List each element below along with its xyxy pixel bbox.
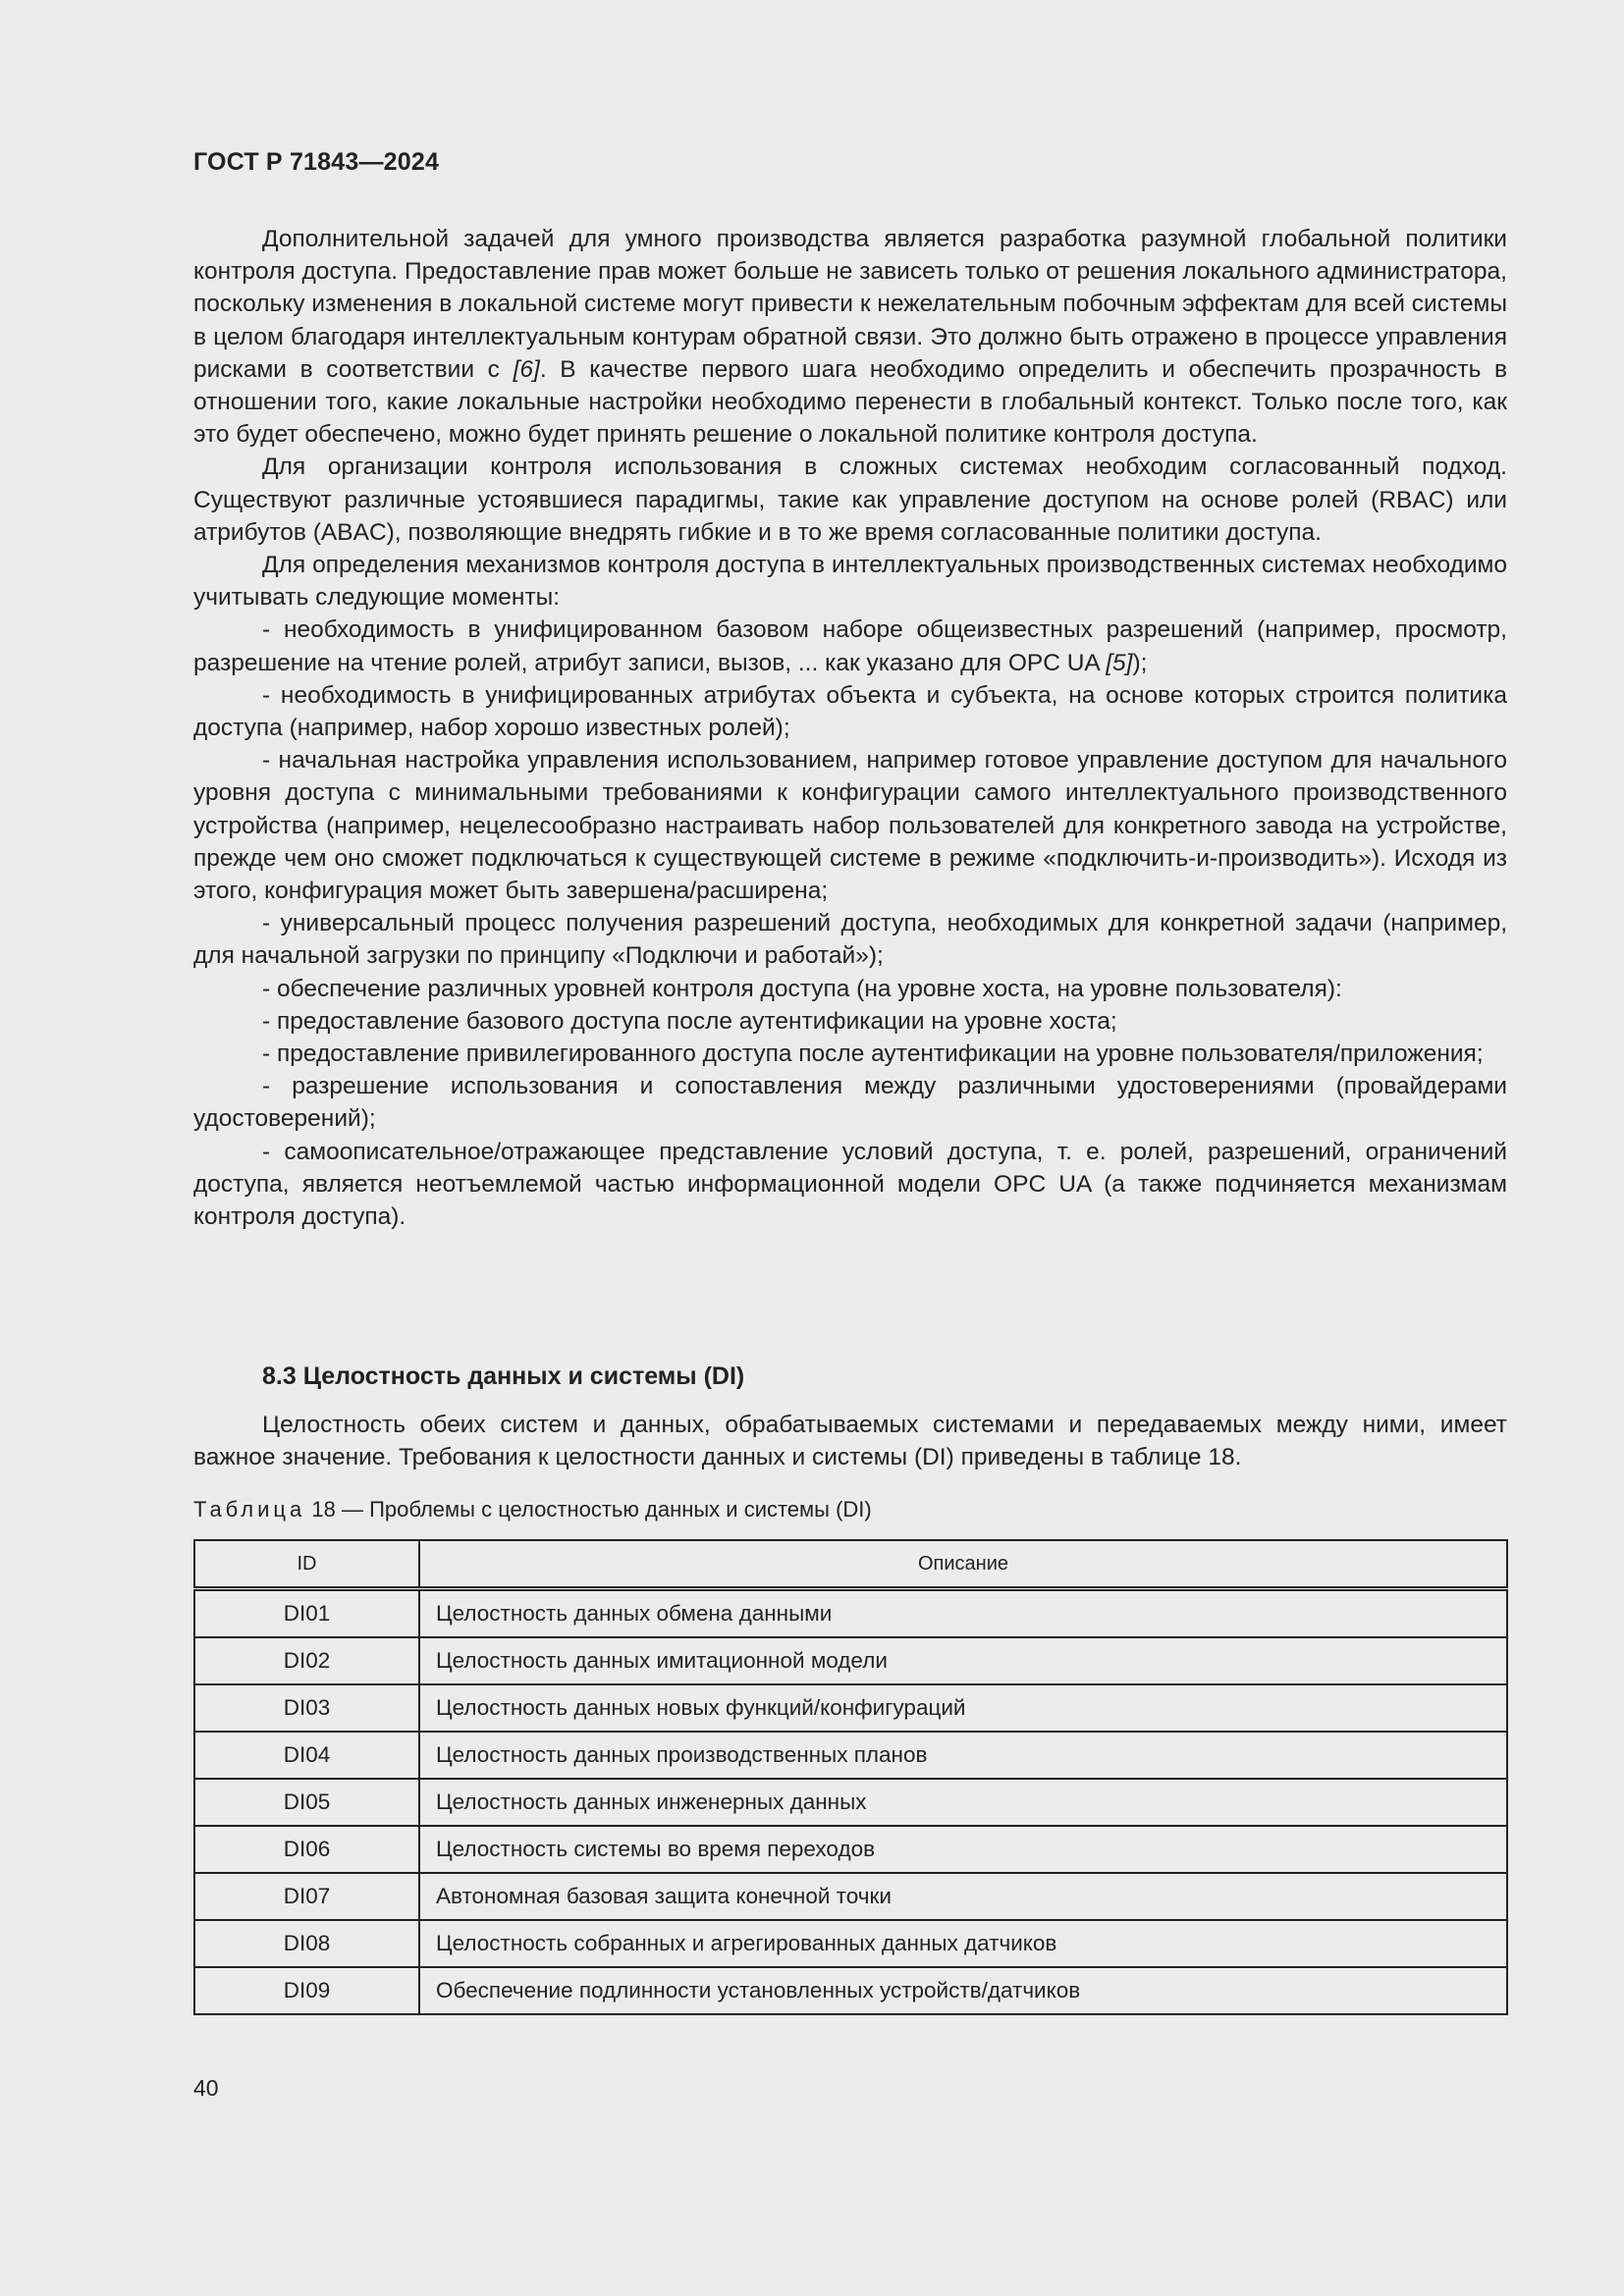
list-item: - обеспечение различных уровней контроля доступа (на уровне хоста, на уровне пользователя):	[262, 975, 1342, 1002]
list-item: - начальная настройка управления использованием, например готовое управление доступом для начального уровня доступа с минимальными требованиями к конфигурации самого интеллектуального производственного устройства (например, нецелесообразно настраивать набор пользователей для конкретного завода на устройстве, прежде чем оно сможет подключаться к существующей системе в режиме «подключить-и-производить»). Исходя из этого, конфигурация может быть завершена/расширена;	[193, 747, 1507, 905]
cell-id: DI07	[194, 1873, 419, 1920]
list-item: - предоставление привилегированного доступа после аутентификации на уровне пользователя/приложения;	[262, 1041, 1484, 1068]
table-row	[194, 1826, 1507, 1873]
cell-id: DI03	[194, 1684, 419, 1732]
table-row	[194, 1779, 1507, 1826]
cell-description: Целостность данных производственных планов	[419, 1732, 1507, 1779]
list-item: - необходимость в унифицированном базовом наборе общеизвестных разрешений (например, просмотр, разрешение на чтение ролей, атрибут записи, вызов, ... как указано для OPC UA [5]);	[193, 616, 1507, 676]
cell-description: Целостность данных инженерных данных	[419, 1779, 1507, 1826]
table-row	[194, 1637, 1507, 1684]
paragraph: Дополнительной задачей для умного производства является разработка разумной глобальной политики контроля доступа. Предоставление прав может больше не зависеть только от решения локального администратора, поскольку изменения в локальной системе могут привести к нежелательным побочным эффектам для всей системы в целом благодаря интеллектуальным контурам обратной связи. Это должно быть отражено в процессе управления рисками в соответствии с [6]. В качестве первого шага необходимо определить и обеспечить прозрачность в отношении того, какие локальные настройки необходимо перенести в глобальный контекст. Только после того, как это будет обеспечено, можно будет принять решение о локальной политике контроля доступа.	[193, 226, 1507, 449]
paragraph: Для организации контроля использования в сложных системах необходим согласованный подход. Существуют различные устоявшиеся парадигмы, такие как управление доступом на основе ролей (RBAC) или атрибутов (ABAC), позволяющие внедрять гибкие и в то же время согласованные политики доступа.	[193, 454, 1507, 546]
table-row	[194, 1589, 1507, 1638]
document-header: ГОСТ Р 71843—2024	[193, 148, 440, 176]
table-caption-label: Таблица	[193, 1497, 306, 1522]
table-row	[194, 1967, 1507, 2014]
cell-id: DI04	[194, 1732, 419, 1779]
table-caption-text: 18 — Проблемы с целостностью данных и системы (DI)	[305, 1497, 872, 1522]
cell-id: DI02	[194, 1637, 419, 1684]
reference: [6]	[513, 355, 540, 383]
cell-id: DI06	[194, 1826, 419, 1873]
reference: [5]	[1106, 649, 1133, 676]
column-header-id: ID	[194, 1540, 419, 1589]
cell-description: Целостность собранных и агрегированных данных датчиков	[419, 1920, 1507, 1967]
table-header-row	[194, 1540, 1507, 1589]
list-item: - необходимость в унифицированных атрибутах объекта и субъекта, на основе которых строится политика доступа (например, набор хорошо известных ролей);	[193, 681, 1507, 742]
cell-description: Целостность системы во время переходов	[419, 1826, 1507, 1873]
table-row	[194, 1732, 1507, 1779]
cell-description: Целостность данных новых функций/конфигураций	[419, 1684, 1507, 1732]
cell-description: Целостность данных имитационной модели	[419, 1637, 1507, 1684]
body-text	[193, 223, 1507, 1233]
table-row	[194, 1684, 1507, 1732]
cell-id: DI09	[194, 1967, 419, 2014]
section-heading: 8.3 Целостность данных и системы (DI)	[262, 1362, 745, 1390]
cell-description: Автономная базовая защита конечной точки	[419, 1873, 1507, 1920]
di-table	[193, 1539, 1508, 2015]
section-text	[193, 1409, 1507, 1473]
cell-description: Обеспечение подлинности установленных устройств/датчиков	[419, 1967, 1507, 2014]
page-number: 40	[193, 2075, 219, 2101]
cell-id: DI05	[194, 1779, 419, 1826]
cell-id: DI08	[194, 1920, 419, 1967]
cell-id: DI01	[194, 1589, 419, 1638]
cell-description: Целостность данных обмена данными	[419, 1589, 1507, 1638]
list-item: - самоописательное/отражающее представление условий доступа, т. е. ролей, разрешений, ограничений доступа, является неотъемлемой частью информационной модели OPC UA (а также подчиняется механизмам контроля доступа).	[193, 1138, 1507, 1231]
list-item: - разрешение использования и сопоставления между различными удостоверениями (провайдерами удостоверений);	[193, 1073, 1507, 1133]
paragraph: Для определения механизмов контроля доступа в интеллектуальных производственных системах необходимо учитывать следующие моменты:	[193, 552, 1507, 612]
table-row	[194, 1920, 1507, 1967]
table-row	[194, 1873, 1507, 1920]
column-header-description: Описание	[419, 1540, 1507, 1589]
table-caption	[193, 1497, 872, 1522]
list-item: - универсальный процесс получения разрешений доступа, необходимых для конкретной задачи (например, для начальной загрузки по принципу «Подключи и работай»);	[193, 910, 1507, 970]
list-item: - предоставление базового доступа после аутентификации на уровне хоста;	[262, 1007, 1117, 1035]
paragraph: Целостность обеих систем и данных, обрабатываемых системами и передаваемых между ними, имеет важное значение. Требования к целостности данных и системы (DI) приведены в таблице 18.	[193, 1412, 1507, 1471]
